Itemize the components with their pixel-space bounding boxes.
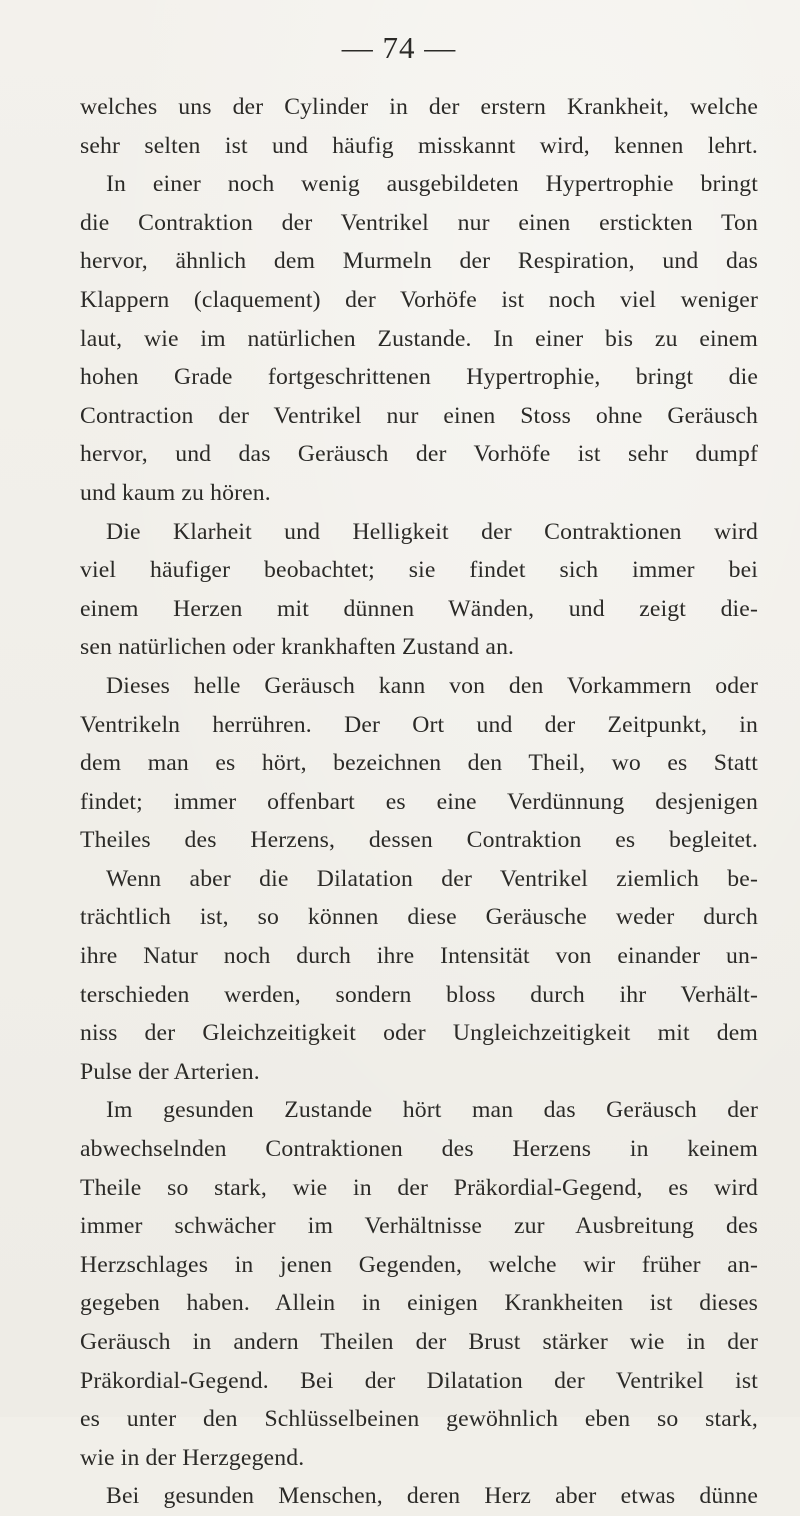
text-line: ihre Natur noch durch ihre Intensität von einander un-	[80, 943, 758, 970]
text-line: es unter den Schlüsselbeinen gewöhnlich eben so stark,	[80, 1406, 758, 1433]
text-line: Theiles des Herzens, dessen Contraktion es begleitet.	[80, 827, 758, 854]
text-line: Dieses helle Geräusch kann von den Vorkammern oder	[106, 672, 758, 699]
text-line: hohen Grade fortgeschrittenen Hypertrophie, bringt die	[80, 364, 758, 391]
text-line: abwechselnden Contraktionen des Herzens in keinem	[80, 1136, 758, 1163]
text-line: terschieden werden, sondern bloss durch ihr Verhält-	[80, 981, 758, 1008]
text-line: Wenn aber die Dilatation der Ventrikel ziemlich be-	[106, 865, 758, 892]
text-line: einem Herzen mit dünnen Wänden, und zeigt die-	[80, 595, 758, 622]
text-line: Präkordial-Gegend. Bei der Dilatation der Ventrikel ist	[80, 1367, 758, 1394]
text-line: Im gesunden Zustande hört man das Geräusch der	[106, 1097, 758, 1124]
text-line: die Contraktion der Ventrikel nur einen erstickten Ton	[80, 209, 758, 236]
text-line: Klappern (claquement) der Vorhöfe ist noch viel weniger	[80, 286, 758, 313]
text-line: Die Klarheit und Helligkeit der Contraktionen wird	[106, 518, 758, 545]
text-line: Ventrikeln herrühren. Der Ort und der Zeitpunkt, in	[80, 711, 758, 738]
page-number: — 74 —	[341, 30, 457, 65]
text-line: Geräusch in andern Theilen der Brust stärker wie in der	[80, 1329, 758, 1355]
text-line: gegeben haben. Allein in einigen Krankheiten ist dieses	[80, 1290, 758, 1317]
text-line: sen natürlichen oder krankhaften Zustand an.	[80, 634, 515, 661]
text-line: Pulse der Arterien.	[80, 1058, 260, 1085]
text-line: Bei gesunden Menschen, deren Herz aber etwas dünne	[106, 1483, 758, 1510]
text-line: Herzschlages in jenen Gegenden, welche wir früher an-	[80, 1251, 758, 1278]
text-line: dem man es hört, bezeichnen den Theil, wo es Statt	[80, 750, 758, 777]
body-text	[80, 88, 758, 1516]
text-line: Theile so stark, wie in der Präkordial-Gegend, es wird	[80, 1174, 758, 1201]
text-line: laut, wie im natürlichen Zustande. In einer bis zu einem	[80, 325, 758, 352]
text-line: hervor, ähnlich dem Murmeln der Respiration, und das	[80, 248, 758, 275]
text-line: wie in der Herzgegend.	[80, 1444, 305, 1471]
text-line: In einer noch wenig ausgebildeten Hypertrophie bringt	[106, 171, 758, 198]
text-line: immer schwächer im Verhältnisse zur Ausbreitung des	[80, 1213, 758, 1240]
text-line: hervor, und das Geräusch der Vorhöfe ist sehr dumpf	[80, 441, 758, 468]
text-line: welches uns der Cylinder in der erstern Krankheit, welche	[80, 94, 758, 120]
text-line: viel häufiger beobachtet; sie findet sich immer bei	[80, 557, 758, 584]
text-line: trächtlich ist, so können diese Geräusche weder durch	[80, 904, 758, 931]
text-line: niss der Gleichzeitigkeit oder Ungleichzeitigkeit mit dem	[80, 1020, 758, 1047]
text-line: Contraction der Ventrikel nur einen Stoss ohne Geräusch	[80, 402, 758, 429]
text-line: findet; immer offenbart es eine Verdünnung desjenigen	[80, 788, 758, 815]
text-line: sehr selten ist und häufig misskannt wird, kennen lehrt.	[80, 132, 758, 159]
text-line: und kaum zu hören.	[80, 479, 271, 506]
